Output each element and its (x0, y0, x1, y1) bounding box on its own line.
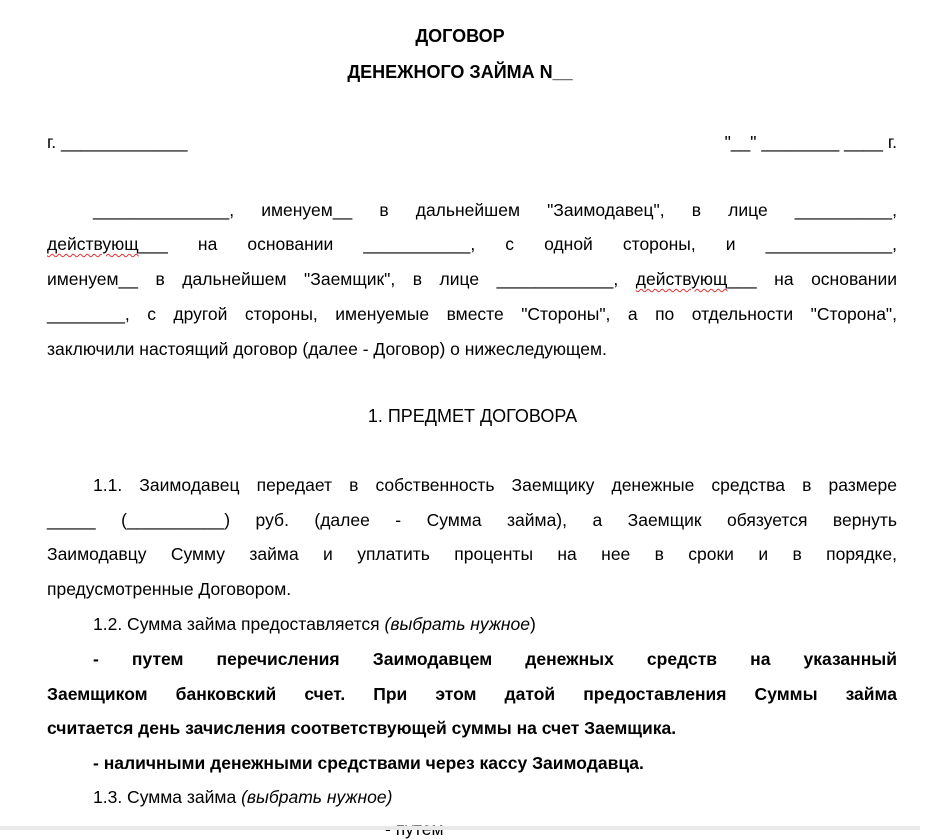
clause-1-1-line-1: 1.1. Заимодавец передает в собственность Заемщику денежные средства в размере (93, 475, 897, 495)
option-2: - наличными денежными средствами через кассу Заимодавца. (93, 753, 644, 773)
page-bottom-edge (0, 826, 920, 830)
spell-error-word-2: действующ (635, 269, 728, 289)
preamble-line-4: ________, с другой стороны, именуемые вместе "Стороны", а по отдельности "Сторона", (47, 304, 897, 324)
clause-1-2-note: (выбрать нужное (384, 614, 531, 634)
clause-1-3-text: 1.3. Сумма займа (93, 787, 242, 807)
option-1-line-3: считается день зачисления соответствующей суммы на счет Заемщика. (47, 718, 677, 738)
preamble-line-3-start: именуем__ в дальнейшем "Заемщик", в лице ____________, (47, 269, 636, 289)
date-field: "__" ________ ____ г. (724, 132, 897, 152)
clause-1-3 (93, 786, 943, 808)
option-1-line-1: - путем перечисления Заимодавцем денежных средств на указанный (93, 649, 897, 669)
clause-1-1-line-4: предусмотренные Договором. (47, 579, 292, 599)
option-1-line-2: Заемщиком банковский счет. При этом датой предоставления Суммы займа (47, 684, 897, 704)
section-heading: 1. ПРЕДМЕТ ДОГОВОРА (367, 406, 578, 426)
document-subtitle: ДЕНЕЖНОГО ЗАЙМА N__ (347, 62, 573, 82)
preamble-line-5: заключили настоящий договор (далее - Договор) о нижеследующем. (47, 339, 607, 359)
clause-1-3-note: (выбрать нужное) (241, 787, 393, 807)
document-title: ДОГОВОР (415, 26, 505, 46)
clause-1-1-line-3: Заимодавцу Сумму займа и уплатить проценты на нее в сроки и в порядке, (47, 544, 897, 564)
preamble-line-3 (47, 268, 897, 290)
clause-1-2 (93, 613, 943, 635)
city-field: г. _____________ (47, 132, 188, 152)
preamble-line-1: ______________, именуем__ в дальнейшем "Заимодавец", в лице __________, (93, 200, 897, 220)
clause-1-2-text: 1.2. Сумма займа предоставляется (93, 614, 385, 634)
clause-1-1-line-2: _____ (__________) руб. (далее - Сумма займа), а Заемщик обязуется вернуть (47, 510, 897, 530)
spell-error-word: действующ (47, 234, 139, 254)
place-date-row (47, 131, 897, 153)
preamble-line-2 (47, 233, 897, 255)
preamble-line-2-rest: ___ на основании ___________, с одной стороны, и _____________, (138, 234, 897, 254)
clause-1-2-close: ) (530, 614, 536, 634)
preamble-line-3-end: ___ на основании (727, 269, 897, 289)
